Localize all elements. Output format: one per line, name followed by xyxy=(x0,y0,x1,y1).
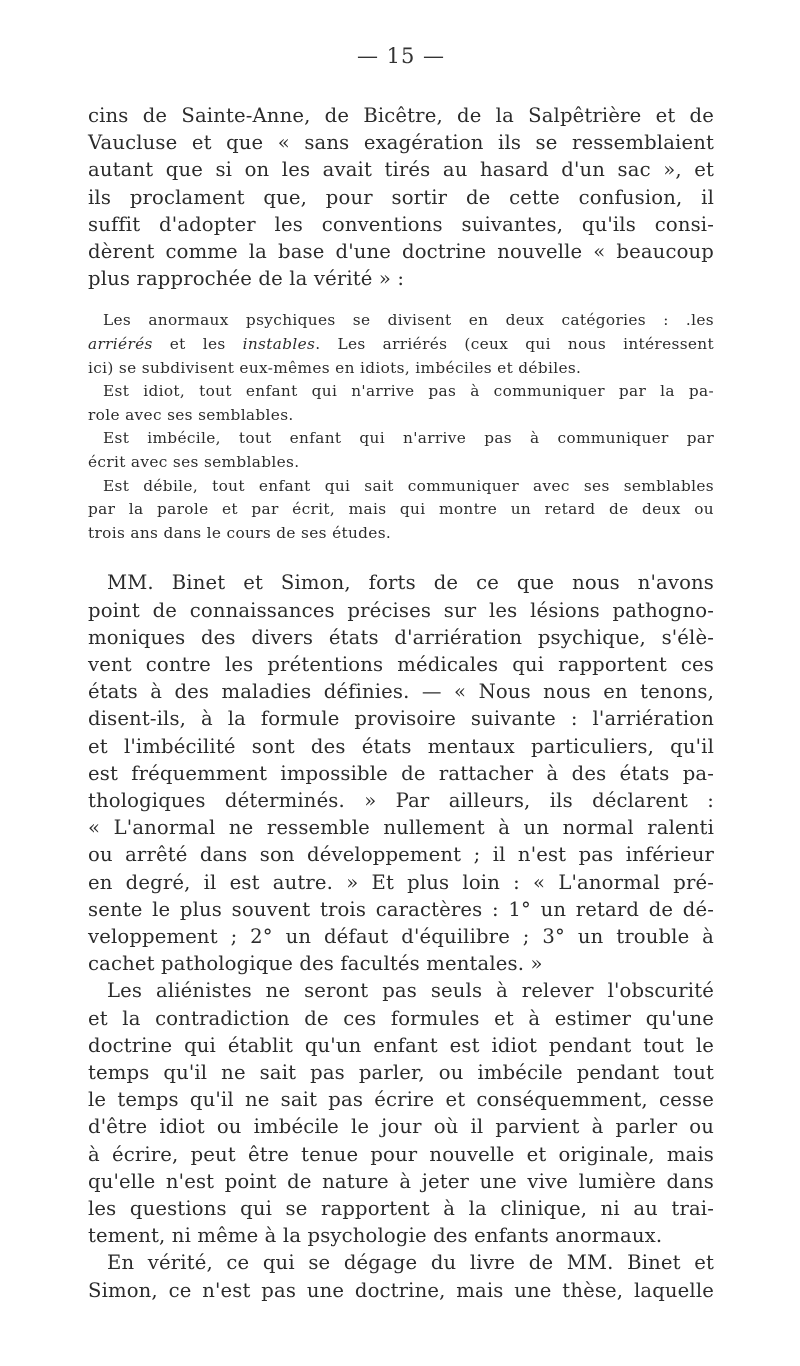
text-line: est fréquemment impossible de rattacher à des états pa- xyxy=(88,761,714,785)
paragraph-alienistes xyxy=(88,977,714,1249)
text-line: tement, ni même à la psychologie des enfants anormaux. xyxy=(88,1224,663,1248)
text-line: moniques des divers états d'arriération psychique, s'élè- xyxy=(88,625,714,649)
text-line: point de connaissances précises sur les lésions pathogno- xyxy=(88,598,714,622)
text-line: temps qu'il ne sait pas parler, ou imbécile pendant tout xyxy=(88,1061,714,1085)
quote-line: Les anormaux psychiques se divisent en deux catégories : .les xyxy=(103,311,714,330)
book-page xyxy=(88,44,714,1304)
text-line: les questions qui se rapportent à la clinique, ni au trai- xyxy=(88,1197,714,1221)
paragraph-binet-simon xyxy=(88,569,714,977)
text-line: cins de Sainte-Anne, de Bicêtre, de la Salpêtrière et de xyxy=(88,104,714,127)
definition-idiot-line: role avec ses semblables. xyxy=(88,405,294,424)
term-instables: instables xyxy=(242,335,316,354)
paragraph-continuation xyxy=(88,102,714,292)
text-line: suffit d'adopter les conventions suivantes, qu'ils consi- xyxy=(88,212,714,236)
page-number: — 15 — xyxy=(356,44,446,68)
text-line: veloppement ; 2° un défaut d'équilibre ; 3° un trouble à xyxy=(88,925,714,948)
text-line: Vaucluse et que « sans exagération ils se ressemblaient xyxy=(88,131,714,155)
text-line: autant que si on les avait tirés au hasard d'un sac », et xyxy=(88,158,714,182)
text-line: En vérité, ce qui se dégage du livre de MM. Binet et xyxy=(107,1251,714,1275)
definition-idiot-line: Est idiot, tout enfant qui n'arrive pas à communiquer par la pa- xyxy=(103,382,714,401)
quote-fragment: . Les arriérés (ceux qui nous intéressent xyxy=(315,335,714,354)
text-line: disent-ils, à la formule provisoire suivante : l'arriération xyxy=(88,707,714,731)
text-line: Simon, ce n'est pas une doctrine, mais une thèse, laquelle xyxy=(88,1278,714,1302)
text-line: dèrent comme la base d'une doctrine nouvelle « beaucoup xyxy=(88,240,714,264)
quote-fragment: et les xyxy=(152,335,243,354)
definition-imbecile-line: Est imbécile, tout enfant qui n'arrive pas à communiquer par xyxy=(103,429,714,448)
text-line: « L'anormal ne ressemble nullement à un normal ralenti xyxy=(88,816,714,840)
paragraph-en-verite xyxy=(88,1249,714,1303)
text-line: Les aliénistes ne seront pas seuls à relever l'obscurité xyxy=(107,979,714,1003)
text-line: à écrire, peut être tenue pour nouvelle et originale, mais xyxy=(88,1142,714,1166)
quote-line xyxy=(88,333,714,357)
text-line: et la contradiction de ces formules et à estimer qu'une xyxy=(88,1006,714,1030)
definition-debile-line: par la parole et par écrit, mais qui montre un retard de deux ou xyxy=(88,500,714,519)
text-line: MM. Binet et Simon, forts de ce que nous n'avons xyxy=(107,571,714,595)
text-line: qu'elle n'est point de nature à jeter une vive lumière dans xyxy=(88,1169,714,1193)
text-line: ils proclament que, pour sortir de cette confusion, il xyxy=(88,185,714,209)
quote-line: ici) se subdivisent eux-mêmes en idiots, imbéciles et débiles. xyxy=(88,358,582,377)
text-line: cachet pathologique des facultés mentales. » xyxy=(88,952,543,976)
text-line: en degré, il est autre. » Et plus loin : « L'anormal pré- xyxy=(88,870,714,894)
text-line: thologiques déterminés. » Par ailleurs, ils déclarent : xyxy=(88,788,714,812)
definition-debile-line: Est débile, tout enfant qui sait communiquer avec ses semblables xyxy=(103,476,714,495)
text-line: plus rapprochée de la vérité » : xyxy=(88,267,405,291)
definition-debile-line: trois ans dans le cours de ses études. xyxy=(88,523,392,542)
quoted-classification xyxy=(88,309,714,545)
text-line: doctrine qui établit qu'un enfant est idiot pendant tout le xyxy=(88,1033,714,1057)
text-line: d'être idiot ou imbécile le jour où il parvient à parler ou xyxy=(88,1115,714,1139)
term-arrieres: arriérés xyxy=(88,335,153,354)
definition-imbecile-line: écrit avec ses semblables. xyxy=(88,452,300,471)
text-line: le temps qu'il ne sait pas écrire et conséquemment, cesse xyxy=(88,1088,714,1112)
text-line: et l'imbécilité sont des états mentaux particuliers, qu'il xyxy=(88,734,714,758)
text-line: vent contre les prétentions médicales qui rapportent ces xyxy=(88,652,714,676)
text-line: ou arrêté dans son développement ; il n'est pas inférieur xyxy=(88,843,714,867)
text-line: sente le plus souvent trois caractères : 1° un retard de dé- xyxy=(88,897,714,921)
text-line: états à des maladies définies. — « Nous nous en tenons, xyxy=(88,680,714,704)
